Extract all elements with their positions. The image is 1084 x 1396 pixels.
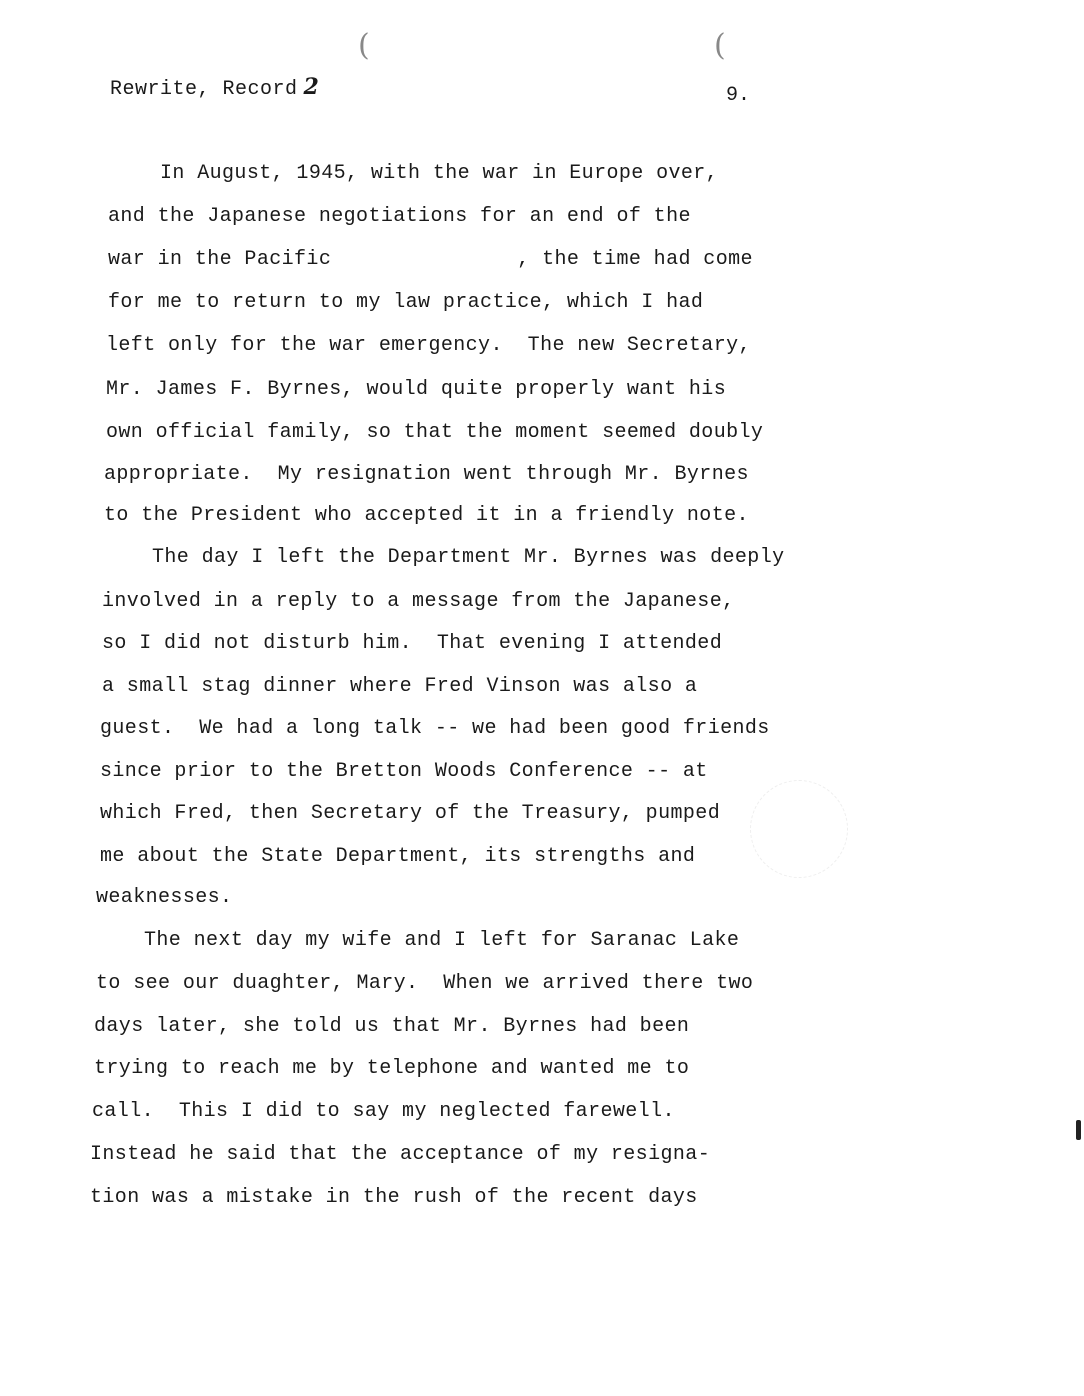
punch-mark-left: (: [358, 28, 370, 63]
text-line: appropriate. My resignation went through Mr. Byrnes: [104, 463, 749, 486]
page-number: 9.: [726, 84, 751, 107]
text-line: so I did not disturb him. That evening I attended: [102, 632, 723, 655]
text-line: war in the Pacific , the time had come: [108, 248, 753, 271]
record-number-handwritten: 2: [303, 74, 320, 100]
text-line: for me to return to my law practice, which I had: [108, 291, 704, 314]
text-line: The next day my wife and I left for Saranac Lake: [144, 929, 740, 952]
text-line: own official family, so that the moment seemed doubly: [106, 421, 764, 444]
text-line: since prior to the Bretton Woods Conference -- at: [100, 760, 708, 783]
text-line: weaknesses.: [96, 886, 233, 909]
text-line: days later, she told us that Mr. Byrnes had been: [94, 1015, 690, 1038]
text-line: guest. We had a long talk -- we had been good friends: [100, 717, 770, 740]
text-line: a small stag dinner where Fred Vinson was also a: [102, 675, 698, 698]
edge-mark: [1076, 1120, 1081, 1140]
text-line: me about the State Department, its strengths and: [100, 845, 696, 868]
text-line: to the President who accepted it in a friendly note.: [104, 504, 749, 527]
text-line: Instead he said that the acceptance of my resigna-: [90, 1143, 711, 1166]
text-line: involved in a reply to a message from the Japanese,: [102, 590, 735, 613]
faint-stamp-impression: [750, 780, 848, 878]
punch-mark-right: (: [714, 28, 726, 63]
text-line: and the Japanese negotiations for an end of the: [108, 205, 691, 228]
record-header: [110, 74, 319, 101]
text-line: left only for the war emergency. The new Secretary,: [106, 334, 751, 357]
record-title: Rewrite, Record: [110, 78, 298, 101]
text-line: In August, 1945, with the war in Europe over,: [160, 162, 719, 185]
text-line: The day I left the Department Mr. Byrnes was deeply: [152, 546, 785, 569]
text-line: Mr. James F. Byrnes, would quite properly want his: [106, 378, 727, 401]
text-line: call. This I did to say my neglected farewell.: [92, 1100, 675, 1123]
text-line: which Fred, then Secretary of the Treasury, pumped: [100, 802, 721, 825]
text-line: to see our duaghter, Mary. When we arrived there two: [96, 972, 754, 995]
text-line: trying to reach me by telephone and wanted me to: [94, 1057, 690, 1080]
text-line: tion was a mistake in the rush of the recent days: [90, 1186, 698, 1209]
